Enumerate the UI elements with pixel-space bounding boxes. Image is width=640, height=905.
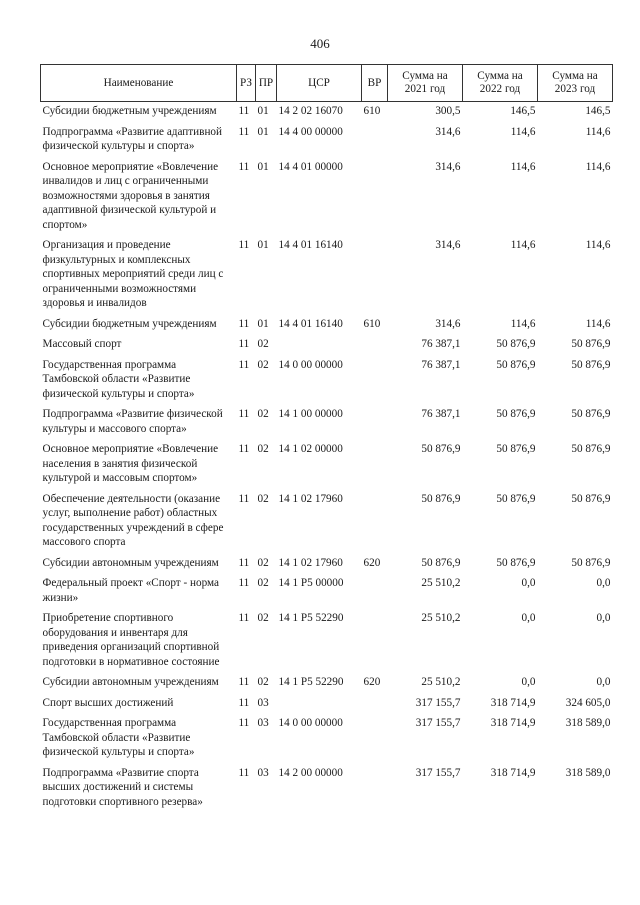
- row-sum-2023: 0,0: [596, 577, 611, 589]
- row-vr: 620: [363, 676, 381, 688]
- row-sum-2021: 76 387,1: [421, 358, 461, 371]
- row-rz: 11: [238, 492, 250, 505]
- header-name: Наименование: [41, 65, 237, 102]
- row-rz: 11: [238, 317, 250, 330]
- row-pr: 01: [257, 239, 269, 251]
- row-csr: 14 1 P5 00000: [278, 577, 344, 589]
- row-vr: [362, 714, 388, 764]
- row-sum-2023: 114,6: [585, 239, 611, 251]
- row-csr: 14 1 00 00000: [278, 408, 343, 420]
- row-sum-2022: 50 876,9: [496, 408, 536, 420]
- row-sum-2022: 0,0: [521, 577, 536, 589]
- row-sum-2022: 114,6: [510, 125, 536, 138]
- row-csr: 14 1 02 17960: [278, 556, 343, 569]
- row-name: Основное мероприятие «Вовлечение инвалидов и лиц с ограниченными возможностями здоровья в занятия адаптивной физической культурой и спортом»: [42, 160, 219, 231]
- row-name: Государственная программа Тамбовской области «Развитие физической культуры и спорта»: [42, 358, 195, 400]
- row-pr: 02: [257, 338, 269, 350]
- header-rz: РЗ: [237, 65, 256, 102]
- row-sum-2021: 50 876,9: [421, 492, 461, 505]
- row-sum-2021: 317 155,7: [415, 717, 461, 729]
- row-rz: 11: [238, 696, 250, 709]
- header-pr: ПР: [256, 65, 277, 102]
- row-rz: 11: [238, 577, 250, 589]
- row-pr: 01: [257, 105, 269, 117]
- table-row: [41, 158, 613, 237]
- row-name: Подпрограмма «Развитие физической культуры и массового спорта»: [42, 408, 223, 435]
- row-rz: 11: [238, 125, 250, 138]
- row-csr: 14 1 02 00000: [278, 443, 343, 455]
- row-name: Государственная программа Тамбовской области «Развитие физической культуры и спорта»: [42, 717, 195, 758]
- row-sum-2022: 50 876,9: [496, 492, 536, 505]
- row-rz: 11: [238, 676, 250, 688]
- row-sum-2021: 317 155,7: [415, 766, 461, 779]
- row-pr: 02: [257, 612, 269, 624]
- row-pr: 02: [257, 556, 269, 569]
- row-csr: [277, 694, 362, 715]
- row-sum-2023: 0,0: [596, 676, 611, 688]
- table-row: [41, 315, 613, 336]
- header-vr: ВР: [362, 65, 388, 102]
- row-csr: 14 4 01 16140: [278, 239, 343, 251]
- budget-table: [40, 64, 613, 813]
- row-sum-2021: 25 510,2: [421, 612, 461, 624]
- row-pr: 01: [257, 160, 269, 173]
- row-name: Спорт высших достижений: [42, 696, 174, 709]
- table-row: [41, 356, 613, 406]
- row-sum-2022: 0,0: [521, 676, 536, 688]
- row-csr: 14 1 02 17960: [278, 492, 343, 505]
- row-csr: [277, 335, 362, 356]
- row-name: Организация и проведение физкультурных и комплексных спортивных мероприятий среди лиц с ограниченными возможностями здоровья и инвалидов: [42, 239, 224, 309]
- header-sum-2021: Сумма на 2021 год: [388, 65, 463, 102]
- row-csr: 14 4 01 16140: [278, 317, 343, 330]
- row-sum-2021: 300,5: [435, 105, 461, 117]
- row-vr: [362, 440, 388, 490]
- row-vr: 620: [363, 556, 381, 569]
- row-pr: 02: [257, 492, 269, 505]
- row-pr: 02: [257, 676, 269, 688]
- row-sum-2022: 0,0: [521, 612, 536, 624]
- row-sum-2023: 114,6: [585, 317, 611, 330]
- row-pr: 03: [257, 717, 269, 729]
- table-row: [41, 694, 613, 715]
- row-sum-2022: 318 714,9: [490, 717, 536, 729]
- row-sum-2022: 50 876,9: [496, 556, 536, 569]
- page-number: 406: [310, 36, 330, 51]
- row-sum-2022: 318 714,9: [490, 766, 536, 779]
- row-pr: 03: [257, 766, 269, 779]
- row-name: Подпрограмма «Развитие адаптивной физической культуры и спорта»: [42, 125, 223, 152]
- table-row: [41, 714, 613, 764]
- table-row: [41, 123, 613, 158]
- row-sum-2022: 114,6: [510, 317, 536, 330]
- row-sum-2023: 50 876,9: [571, 492, 611, 505]
- row-sum-2021: 314,6: [435, 317, 461, 330]
- table-row: [41, 673, 613, 694]
- table-row: [41, 574, 613, 609]
- row-sum-2023: 324 605,0: [565, 696, 611, 709]
- row-rz: 11: [238, 239, 250, 251]
- row-rz: 11: [238, 358, 250, 371]
- row-sum-2022: 114,6: [510, 239, 536, 251]
- row-name: Массовый спорт: [42, 338, 122, 350]
- row-rz: 11: [238, 105, 250, 117]
- row-rz: 11: [238, 408, 250, 420]
- row-pr: 01: [257, 317, 269, 330]
- row-csr: 14 2 02 16070: [278, 105, 343, 117]
- table-header-row: [41, 65, 613, 102]
- row-csr: 14 2 00 00000: [278, 766, 343, 779]
- row-vr: [362, 123, 388, 158]
- table-row: [41, 490, 613, 554]
- row-pr: 01: [257, 125, 269, 138]
- row-vr: [362, 609, 388, 673]
- row-vr: [362, 335, 388, 356]
- row-name: Субсидии автономным учреждениям: [42, 676, 219, 688]
- row-csr: 14 4 00 00000: [278, 125, 343, 138]
- row-sum-2022: 50 876,9: [496, 358, 536, 371]
- row-name: Основное мероприятие «Вовлечение населения в занятия физической культурой и массовым спортом»: [42, 443, 219, 484]
- row-sum-2021: 50 876,9: [421, 443, 461, 455]
- row-sum-2022: 114,6: [510, 160, 536, 173]
- table-row: [41, 764, 613, 814]
- table-row: [41, 102, 613, 123]
- row-vr: [362, 694, 388, 715]
- row-sum-2023: 318 589,0: [565, 766, 611, 779]
- row-pr: 02: [257, 358, 269, 371]
- row-sum-2023: 50 876,9: [571, 556, 611, 569]
- row-rz: 11: [238, 717, 250, 729]
- row-rz: 11: [238, 612, 250, 624]
- row-sum-2021: 314,6: [435, 125, 461, 138]
- row-pr: 02: [257, 408, 269, 420]
- table-body: [41, 102, 613, 814]
- row-pr: 02: [257, 577, 269, 589]
- table-row: [41, 440, 613, 490]
- row-name: Субсидии бюджетным учреждениям: [42, 317, 217, 330]
- table-row: [41, 405, 613, 440]
- row-sum-2023: 50 876,9: [571, 408, 611, 420]
- row-vr: [362, 356, 388, 406]
- row-sum-2021: 317 155,7: [415, 696, 461, 709]
- row-sum-2023: 114,6: [585, 160, 611, 173]
- row-pr: 02: [257, 443, 269, 455]
- row-sum-2023: 50 876,9: [571, 443, 611, 455]
- row-vr: [362, 236, 388, 315]
- row-rz: 11: [238, 556, 250, 569]
- row-vr: [362, 574, 388, 609]
- row-csr: 14 0 00 00000: [278, 717, 343, 729]
- row-sum-2021: 314,6: [435, 160, 461, 173]
- row-name: Субсидии бюджетным учреждениям: [42, 105, 217, 117]
- row-sum-2023: 50 876,9: [571, 358, 611, 371]
- row-rz: 11: [238, 338, 250, 350]
- header-sum-2022: Сумма на 2022 год: [463, 65, 538, 102]
- row-vr: [362, 158, 388, 237]
- row-sum-2023: 50 876,9: [571, 338, 611, 350]
- row-sum-2023: 0,0: [596, 612, 611, 624]
- row-name: Обеспечение деятельности (оказание услуг, выполнение работ) областных государственных учреждений в сфере массового спорта: [42, 492, 224, 548]
- row-name: Приобретение спортивного оборудования и инвентаря для приведения организаций спортивной подготовки в нормативное состояние: [42, 612, 220, 668]
- row-name: Федеральный проект «Спорт - норма жизни»: [42, 577, 219, 604]
- row-vr: 610: [363, 105, 381, 117]
- row-csr: 14 0 00 00000: [278, 358, 343, 371]
- header-sum-2023: Сумма на 2023 год: [538, 65, 613, 102]
- row-sum-2023: 114,6: [585, 125, 611, 138]
- row-csr: 14 4 01 00000: [278, 160, 343, 173]
- row-rz: 11: [238, 160, 250, 173]
- row-rz: 11: [238, 443, 250, 455]
- table-row: [41, 554, 613, 575]
- row-sum-2021: 76 387,1: [421, 408, 461, 420]
- row-sum-2023: 146,5: [585, 105, 611, 117]
- row-sum-2022: 50 876,9: [496, 338, 536, 350]
- row-sum-2022: 146,5: [510, 105, 536, 117]
- row-vr: [362, 405, 388, 440]
- row-rz: 11: [238, 766, 250, 779]
- row-vr: [362, 764, 388, 814]
- row-vr: 610: [363, 317, 381, 330]
- row-csr: 14 1 P5 52290: [278, 676, 344, 688]
- row-sum-2022: 50 876,9: [496, 443, 536, 455]
- row-sum-2021: 25 510,2: [421, 676, 461, 688]
- row-pr: 03: [257, 696, 269, 709]
- table-row: [41, 335, 613, 356]
- row-sum-2021: 76 387,1: [421, 338, 461, 350]
- header-csr: ЦСР: [277, 65, 362, 102]
- table-row: [41, 609, 613, 673]
- table-row: [41, 236, 613, 315]
- row-sum-2021: 314,6: [435, 239, 461, 251]
- row-csr: 14 1 P5 52290: [278, 612, 344, 624]
- row-name: Субсидии автономным учреждениям: [42, 556, 219, 569]
- row-vr: [362, 490, 388, 554]
- row-sum-2023: 318 589,0: [565, 717, 611, 729]
- row-sum-2022: 318 714,9: [490, 696, 536, 709]
- row-sum-2021: 50 876,9: [421, 556, 461, 569]
- row-name: Подпрограмма «Развитие спорта высших достижений и системы подготовки спортивного резерва»: [42, 766, 203, 808]
- row-sum-2021: 25 510,2: [421, 577, 461, 589]
